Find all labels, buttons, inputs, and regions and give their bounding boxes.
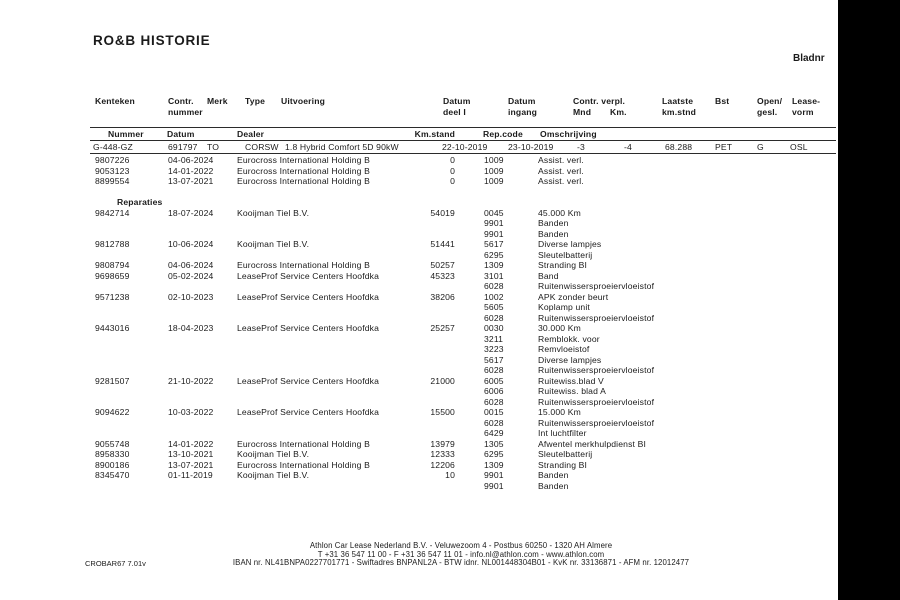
col-uitvoering: Uitvoering [281,96,325,106]
service-history-rows [0,156,900,492]
col-repcode: Rep.code [483,129,523,139]
service-repcode: 3101 [484,270,504,281]
service-repcode: 6005 [484,375,504,386]
service-repcode: 3223 [484,344,504,354]
service-repcode: 9901 [484,228,504,239]
service-date: 13-07-2021 [168,176,214,186]
service-number: 9094622 [95,407,130,417]
service-description: Diverse lampjes [538,354,602,365]
rule-under-vehicle-row [90,153,836,154]
service-description: Banden [538,480,569,491]
service-kmstand: 0 [450,155,455,165]
service-kmstand: 21000 [430,375,455,386]
service-dealer: LeaseProf Service Centers Hoofdka [237,407,380,417]
service-dealer: Eurocross International Holding B [237,459,370,470]
service-number: 8900186 [95,459,130,470]
service-kmstand: 12333 [430,449,455,459]
col-nummer: Nummer [108,129,144,139]
service-number: 8958330 [95,449,130,459]
service-line [0,408,900,419]
service-repcode: 9901 [484,470,504,480]
col-datum-ingang-2: ingang [508,107,538,117]
service-kmstand: 45323 [430,270,455,281]
service-description: Assist. verl. [538,155,584,165]
service-line [0,450,900,461]
service-number: 9842714 [95,207,130,218]
reparaties-section-label: Reparaties [117,197,163,207]
report-version-label: CROBAR67 7.01v [85,559,146,568]
service-number: 9055748 [95,438,130,449]
col-type: Type [245,96,266,106]
service-dealer: Eurocross International Holding B [237,260,370,270]
service-date: 05-02-2024 [168,270,214,281]
service-description: Sleutelbatterij [538,449,593,459]
service-line [0,261,900,272]
vehicle-lease-vorm: OSL [790,142,808,152]
col-open-2: gesl. [757,107,778,117]
service-description: Stranding BI [538,459,588,470]
vehicle-mnd: -3 [577,142,585,152]
col-merk: Merk [207,96,228,106]
service-repcode: 1009 [484,176,504,186]
service-line [0,429,900,440]
footer-registration-line: IBAN nr. NL41BNPA0227701771 - Swiftadres BNPANL2A - BTW idnr. NL001448304B01 - KvK nr. 33136871 - AFM nr. 12012477 [232,558,690,568]
col-lease-1: Lease- [792,96,821,106]
service-line [0,303,900,314]
service-date: 10-06-2024 [168,239,214,249]
service-repcode: 5617 [484,239,504,249]
service-repcode: 0045 [484,207,504,218]
service-kmstand: 0 [450,176,455,186]
service-line [0,335,900,346]
service-date: 02-10-2023 [168,291,214,302]
col-dealer: Dealer [237,129,265,139]
vehicle-datum-ingang: 23-10-2019 [508,142,554,152]
service-line [0,177,900,188]
service-line [0,219,900,230]
footer-contact-line: T +31 36 547 11 00 - F +31 36 547 11 01 - info.nl@athlon.com - www.athlon.com [317,549,605,559]
service-date: 18-04-2023 [168,323,214,333]
service-number: 9443016 [95,323,130,333]
service-dealer: Kooijman Tiel B.V. [237,239,310,249]
service-repcode: 6028 [484,281,504,291]
service-date: 14-01-2022 [168,438,214,449]
service-date: 18-07-2024 [168,207,214,218]
service-description: Afwentel merkhulpdienst BI [538,438,647,449]
service-dealer: Kooijman Tiel B.V. [237,207,310,218]
rule-under-detail-header [90,140,836,141]
service-dealer: Eurocross International Holding B [237,155,370,165]
service-description: Banden [538,218,569,228]
service-date: 14-01-2022 [168,165,214,176]
service-kmstand: 51441 [430,239,455,249]
service-line [0,377,900,388]
service-dealer: LeaseProf Service Centers Hoofdka [237,270,380,281]
col-laatste-2: km.stnd [662,107,696,117]
service-dealer: LeaseProf Service Centers Hoofdka [237,375,380,386]
service-description: Ruitenwissersproeiervloeistof [538,396,655,407]
service-kmstand: 12206 [430,459,455,470]
service-date: 01-11-2019 [168,470,213,480]
scan-artifact-band [838,0,900,600]
rule-top [90,127,836,128]
service-line [0,482,900,493]
col-datum-deel-2: deel I [443,107,466,117]
service-line [0,324,900,335]
service-description: Koplamp unit [538,302,590,312]
service-repcode: 1309 [484,459,504,470]
service-repcode: 6429 [484,428,504,438]
service-line [0,282,900,293]
service-line [0,366,900,377]
service-number: 8899554 [95,176,130,186]
service-description: Sleutelbatterij [538,249,593,260]
col-datum-deel-1: Datum [443,96,471,106]
service-description: APK zonder beurt [538,291,609,302]
service-description: 45.000 Km [538,207,581,218]
footer-address-line: Athlon Car Lease Nederland B.V. - Veluwezoom 4 - Postbus 60250 - 1320 AH Almere [309,541,613,550]
service-dealer: Eurocross International Holding B [237,176,370,186]
service-description: Diverse lampjes [538,239,602,249]
col-contr-nummer-1: Contr. [168,96,194,106]
service-kmstand: 0 [450,165,455,176]
vehicle-contr-nummer: 691797 [168,142,198,152]
service-line [0,471,900,482]
service-description: Stranding BI [538,260,588,270]
service-kmstand: 50257 [430,260,455,270]
service-description: 15.000 Km [538,407,581,417]
service-description: Ruitenwissersproeiervloeistof [538,365,655,375]
service-number: 9281507 [95,375,130,386]
service-dealer: Eurocross International Holding B [237,438,370,449]
vehicle-laatste-kmstnd: 68.288 [665,142,693,152]
service-line [0,293,900,304]
section-label-line [0,198,900,209]
col-datum: Datum [167,129,195,139]
service-line [0,419,900,430]
service-dealer: Kooijman Tiel B.V. [237,449,310,459]
service-line [0,345,900,356]
service-repcode: 6028 [484,417,504,428]
service-line [0,209,900,220]
service-description: Ruitenwissersproeiervloeistof [538,417,655,428]
service-kmstand: 13979 [430,438,455,449]
service-number: 9698659 [95,270,130,281]
service-description: Ruitenwissersproeiervloeistof [538,312,655,323]
service-repcode: 0030 [484,323,504,333]
service-line [0,356,900,367]
service-number: 9571238 [95,291,130,302]
vehicle-merk: TO [207,142,220,152]
col-mnd: Mnd [573,107,592,117]
service-kmstand: 54019 [430,207,455,218]
service-description: Int luchtfilter [538,428,587,438]
service-description: Ruitewiss. blad A [538,386,606,396]
service-date: 10-03-2022 [168,407,214,417]
col-laatste-1: Laatste [662,96,694,106]
service-repcode: 6006 [484,386,504,396]
vehicle-open-gesl: G [757,142,764,152]
service-dealer: Eurocross International Holding B [237,165,370,176]
service-number: 9053123 [95,165,130,176]
col-kenteken: Kenteken [95,96,135,106]
service-date: 13-07-2021 [168,459,214,470]
vehicle-type: CORSW [245,142,279,152]
service-description: Assist. verl. [538,165,584,176]
service-repcode: 5605 [484,302,504,312]
col-bst: Bst [715,96,730,106]
col-omschrijving: Omschrijving [540,129,597,139]
vehicle-km: -4 [624,142,632,152]
service-description: Assist. verl. [538,176,584,186]
service-repcode: 5617 [484,354,504,365]
service-description: Banden [538,470,569,480]
service-line [0,240,900,251]
service-line [0,272,900,283]
service-dealer: LeaseProf Service Centers Hoofdka [237,291,380,302]
col-lease-2: vorm [792,107,814,117]
service-date: 21-10-2022 [168,375,214,386]
service-number: 9807226 [95,155,130,165]
service-description: Remvloeistof [538,344,590,354]
vehicle-bst: PET [715,142,733,152]
page-number-label: Bladnr [793,53,825,64]
service-dealer: LeaseProf Service Centers Hoofdka [237,323,380,333]
service-repcode: 6295 [484,449,504,459]
service-line [0,387,900,398]
vehicle-uitvoering: 1.8 Hybrid Comfort 5D 90kW [285,142,399,152]
service-repcode: 6295 [484,249,504,260]
service-number: 9808794 [95,260,130,270]
service-repcode: 9901 [484,218,504,228]
company-footer [90,542,832,568]
col-open-1: Open/ [757,96,783,106]
service-date: 13-10-2021 [168,449,214,459]
service-kmstand: 25257 [430,323,455,333]
service-description: Banden [538,228,569,239]
service-repcode: 1002 [484,291,504,302]
service-repcode: 6028 [484,396,504,407]
service-description: Band [538,270,559,281]
service-description: 30.000 Km [538,323,581,333]
service-line [0,156,900,167]
service-repcode: 1309 [484,260,504,270]
service-number: 8345470 [95,470,130,480]
service-repcode: 6028 [484,312,504,323]
col-kmstand: Km.stand [414,129,455,139]
vehicle-kenteken: G-448-GZ [93,142,133,152]
col-km: Km. [610,107,627,117]
service-repcode: 1305 [484,438,504,449]
service-repcode: 3211 [484,333,504,344]
vehicle-datum-deel-i: 22-10-2019 [442,142,488,152]
service-date: 04-06-2024 [168,260,214,270]
service-number: 9812788 [95,239,130,249]
service-date: 04-06-2024 [168,155,214,165]
service-repcode: 6028 [484,365,504,375]
col-datum-ingang-1: Datum [508,96,536,106]
service-description: Ruitenwissersproeiervloeistof [538,281,655,291]
service-repcode: 1009 [484,165,504,176]
service-kmstand: 15500 [430,407,455,417]
service-kmstand: 10 [445,470,455,480]
service-repcode: 0015 [484,407,504,417]
col-contr-nummer-2: nummer [168,107,203,117]
service-kmstand: 38206 [430,291,455,302]
service-description: Remblokk. voor [538,333,600,344]
page-title: RO&B HISTORIE [93,33,211,48]
service-repcode: 9901 [484,480,504,491]
col-contr-verpl: Contr. verpl. [573,96,626,106]
service-dealer: Kooijman Tiel B.V. [237,470,310,480]
service-description: Ruitewiss.blad V [538,375,604,386]
service-repcode: 1009 [484,155,504,165]
